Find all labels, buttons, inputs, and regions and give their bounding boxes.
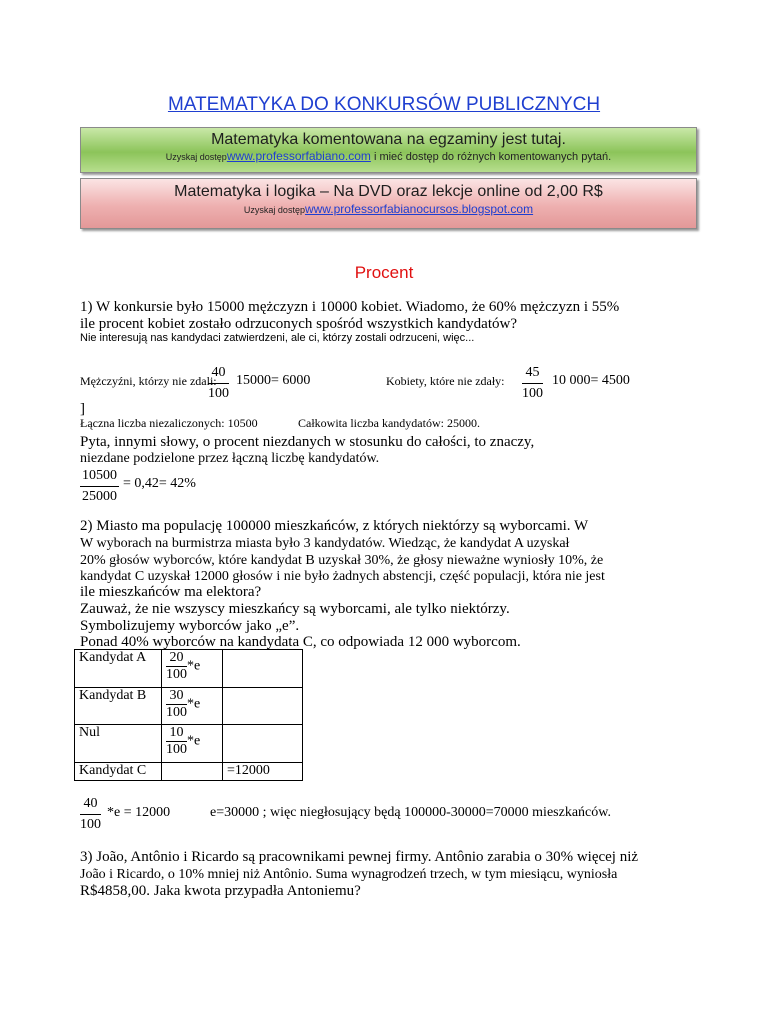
fraction-denominator: 100 [166, 742, 187, 757]
men-label: Mężczyźni, którzy nie zdali: [80, 374, 217, 388]
q2-line: Ponad 40% wyborców na kandydata C, co odpowiada 12 000 wyborcom. [80, 634, 521, 650]
women-label: Kobiety, które nie zdały: [386, 374, 505, 388]
banner-headline: Matematyka i logika – Na DVD oraz lekcje online od 2,00 R$ [174, 183, 603, 200]
q2-line: 2) Miasto ma populację 100000 mieszkańców, z których niektórzy są wyborcami. W [80, 518, 589, 534]
cell-fraction [162, 688, 223, 725]
fraction-numerator: 10 [166, 725, 187, 742]
fraction-numerator: 40 [80, 796, 101, 815]
cell-fraction [162, 650, 223, 688]
cell-fraction [162, 763, 223, 781]
equation-result: e=30000 ; więc niegłosujący będą 100000-30000=70000 mieszkańców. [210, 805, 611, 820]
q1-line2: ile procent kobiet zostało odrzuconych spośród wszystkich kandydatów? [80, 316, 517, 332]
table-row [75, 650, 303, 688]
q2-line: Symbolizujemy wyborców jako „e”. [80, 618, 300, 634]
fraction-denominator: 25000 [82, 489, 117, 504]
fraction-tail: *e [187, 733, 201, 749]
ratio-fraction [80, 468, 119, 505]
banner-link[interactable]: www.professorfabianocursos.blogspot.com [304, 202, 534, 216]
fraction-tail: *e [187, 696, 201, 712]
q2-line: ile mieszkańców ma elektora? [80, 584, 262, 600]
cell-value [223, 688, 303, 725]
cell-value [223, 725, 303, 763]
promo-banner-green[interactable] [80, 127, 697, 173]
table-row [75, 763, 303, 781]
fraction-numerator: 10500 [80, 468, 119, 487]
equation-fraction [80, 796, 101, 833]
q3-line: R$4858,00. Jaka kwota przypadła Antoniemu? [80, 883, 361, 899]
q2-line: 20% głosów wyborców, które kandydat B uzyskał 30%, że głosy nieważne wyniosły 10%, że [80, 553, 604, 568]
banner-headline: Matematyka komentowana na egzaminy jest tutaj. [211, 131, 566, 148]
fraction-numerator: 45 [522, 365, 543, 384]
q3-line: João i Ricardo, o 10% mniej niż Antônio. Suma wynagrodzeń trzech, w tym miesiącu, wyniosła [80, 867, 618, 882]
banner-suffix: i mieć dostęp do różnych komentowanych pytań. [373, 151, 612, 163]
promo-banner-red[interactable] [80, 178, 697, 229]
q1-ask1: Pyta, innymi słowy, o procent niezdanych w stosunku do całości, to znaczy, [80, 434, 535, 450]
q1-note: Nie interesują nas kandydaci zatwierdzeni, ale ci, którzy zostali odrzuceni, więc... [80, 332, 475, 344]
fraction-tail: *e [187, 658, 201, 674]
banner-prefix: Uzyskaj dostęp [243, 205, 305, 215]
bracket-mark: ] [80, 401, 85, 417]
failed-total: Łączna liczba niezaliczonych: 10500 [80, 416, 258, 430]
cell-label: Nul [75, 725, 162, 763]
banner-link[interactable]: www.professorfabiano.com [226, 149, 371, 163]
q3-line: 3) João, Antônio i Ricardo są pracownikami pewnej firmy. Antônio zarabia o 30% więcej niż [80, 849, 639, 865]
cell-value: =12000 [223, 763, 303, 781]
section-title: Procent [354, 263, 414, 282]
fraction-denominator: 100 [522, 386, 543, 401]
table-row [75, 688, 303, 725]
q2-line: Zauważ, że nie wszyscy mieszkańcy są wyborcami, ale tylko niektórzy. [80, 601, 510, 617]
cell-label: Kandydat A [75, 650, 162, 688]
women-result: 10 000= 4500 [552, 373, 630, 388]
cell-fraction [162, 725, 223, 763]
all-total: Całkowita liczba kandydatów: 25000. [298, 416, 480, 430]
fraction-denominator: 100 [166, 705, 187, 720]
fraction-denominator: 100 [80, 817, 101, 832]
men-fraction [208, 365, 229, 402]
q2-line: W wyborach na burmistrza miasta było 3 kandydatów. Wiedząc, że kandydat A uzyskał [80, 536, 570, 551]
equation-tail: *e = 12000 [107, 805, 171, 820]
fraction-denominator: 100 [166, 667, 187, 682]
women-fraction [522, 365, 543, 402]
fraction-numerator: 20 [166, 650, 187, 667]
cell-value [223, 650, 303, 688]
cell-label: Kandydat B [75, 688, 162, 725]
fraction-numerator: 40 [208, 365, 229, 384]
q2-line: kandydat C uzyskał 12000 głosów i nie było żadnych abstencji, część populacji, która nie jest [80, 569, 605, 584]
fraction-numerator: 30 [166, 688, 187, 705]
candidates-table [74, 649, 303, 781]
page-title: MATEMATYKA DO KONKURSÓW PUBLICZNYCH [167, 94, 601, 115]
cell-label: Kandydat C [75, 763, 162, 781]
q1-ask2: niezdane podzielone przez łączną liczbę kandydatów. [80, 451, 380, 466]
men-result: 15000= 6000 [236, 373, 311, 388]
q1-line1: 1) W konkursie było 15000 mężczyzn i 10000 kobiet. Wiadomo, że 60% mężczyzn i 55% [80, 299, 620, 315]
ratio-result: = 0,42= 42% [123, 476, 196, 491]
fraction-denominator: 100 [208, 386, 229, 401]
banner-prefix: Uzyskaj dostęp [165, 152, 227, 162]
table-row [75, 725, 303, 763]
